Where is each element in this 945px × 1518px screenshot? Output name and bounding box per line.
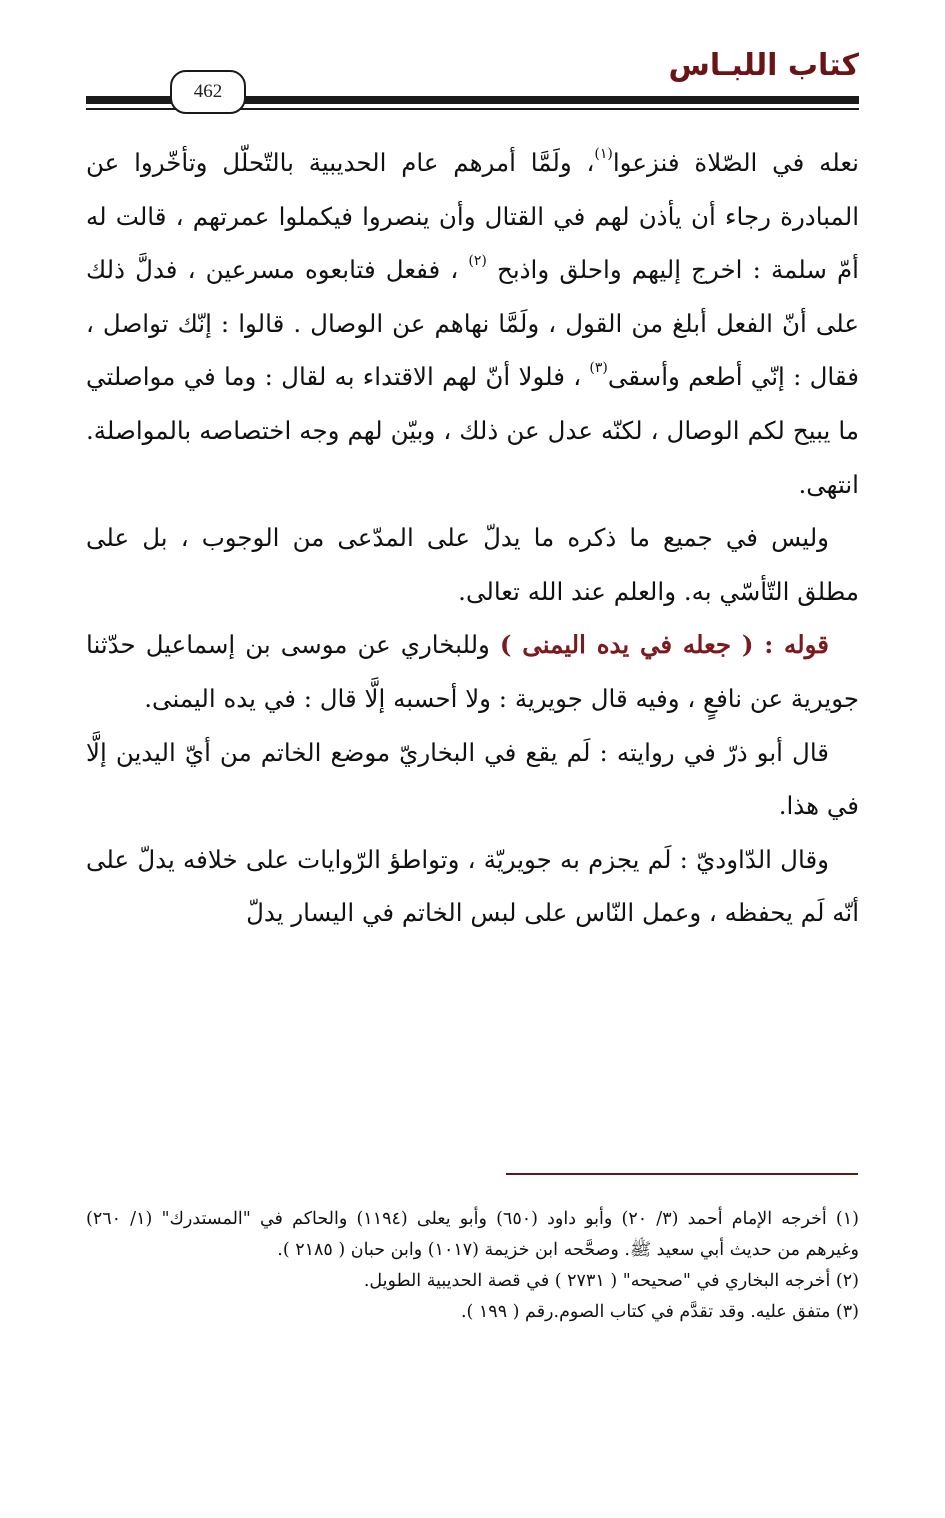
footnote-separator — [506, 1173, 858, 1175]
footnote-1: (١) أخرجه الإمام أحمد (٣/ ٢٠) وأبو داود (٦٥٠) وأبو يعلى (١١٩٤) والحاكم في "المستدرك" (١/ ٢٦٠) وغيرهم من حديث أبي سعيد ﷺ. وصحَّحه ابن خزيمة (١٠١٧) وابن حبان ( ٢١٨٥ ). — [86, 1209, 859, 1260]
footnote-ref-1: (١) — [594, 145, 613, 162]
paragraph-4: قال أبو ذرّ في روايته : لَم يقع في البخاريّ موضع الخاتم من أيّ اليدين إلَّا في هذا. — [86, 737, 859, 821]
page-number: 462 — [170, 70, 246, 114]
footnote-2: (٢) أخرجه البخاري في "صحيحه" ( ٢٧٣١ ) في قصة الحديبية الطويل. — [363, 1271, 859, 1291]
paragraph-3 — [86, 618, 859, 725]
book-title: كتاب اللبـاس — [668, 48, 859, 83]
footnote-3: (٣) متفق عليه. وقد تقدَّم في كتاب الصوم.رقم ( ١٩٩ ). — [460, 1302, 859, 1322]
p1-part-d: ، فلولا أنّ لهم الاقتداء به لقال : وما في مواصلتي ما يبيح لكم الوصال ، لكنّه عدل عن ذلك ، وبيّن لهم وجه اختصاصه بالمواصلة. انتهى. — [86, 362, 859, 499]
footnote-ref-3: (٣) — [589, 360, 608, 377]
main-text — [86, 136, 859, 940]
p3-rest: وللبخاري عن موسى بن إسماعيل حدّثنا جويرية عن نافعٍ ، وفيه قال جويرية : ولا أحسبه إلَّا قال : في يده اليمنى. — [86, 630, 859, 713]
quote-heading: قوله : ( جعله في يده اليمنى ) — [499, 630, 829, 660]
p1-part-c: ، ففعل فتابعوه مسرعين ، فدلَّ ذلك على أنّ الفعل أبلغ من القول ، ولَمَّا نهاهم عن الوصال . قالوا : إنّك تواصل ، فقال : إنّي أطعم وأسقى — [86, 255, 859, 392]
p1-part-b: ، ولَمَّا أمرهم عام الحديبية بالتّحلّل وتأخّروا عن المبادرة رجاء أن يأذن لهم في القتال وأن ينصروا فيكملوا عمرتهم ، قالت له أمّ سلمة : اخرج إليهم واحلق واذبح — [86, 148, 859, 285]
footnotes — [86, 1204, 859, 1328]
footnote-ref-2: (٢) — [468, 253, 487, 270]
paragraph-5: وقال الدّاوديّ : لَم يجزم به جويريّة ، وتواطؤ الرّوايات على خلافه يدلّ على أنّه لَم يحفظه ، وعمل النّاس على لبس الخاتم في اليسار يدلّ — [86, 844, 859, 928]
p1-part-a: نعله في الصّلاة فنزعوا — [612, 148, 859, 177]
paragraph-1 — [86, 136, 859, 511]
page-header — [0, 0, 945, 130]
paragraph-2: وليس في جميع ما ذكره ما يدلّ على المدّعى من الوجوب ، بل على مطلق التّأسّي به. والعلم عند الله تعالى. — [86, 523, 859, 606]
